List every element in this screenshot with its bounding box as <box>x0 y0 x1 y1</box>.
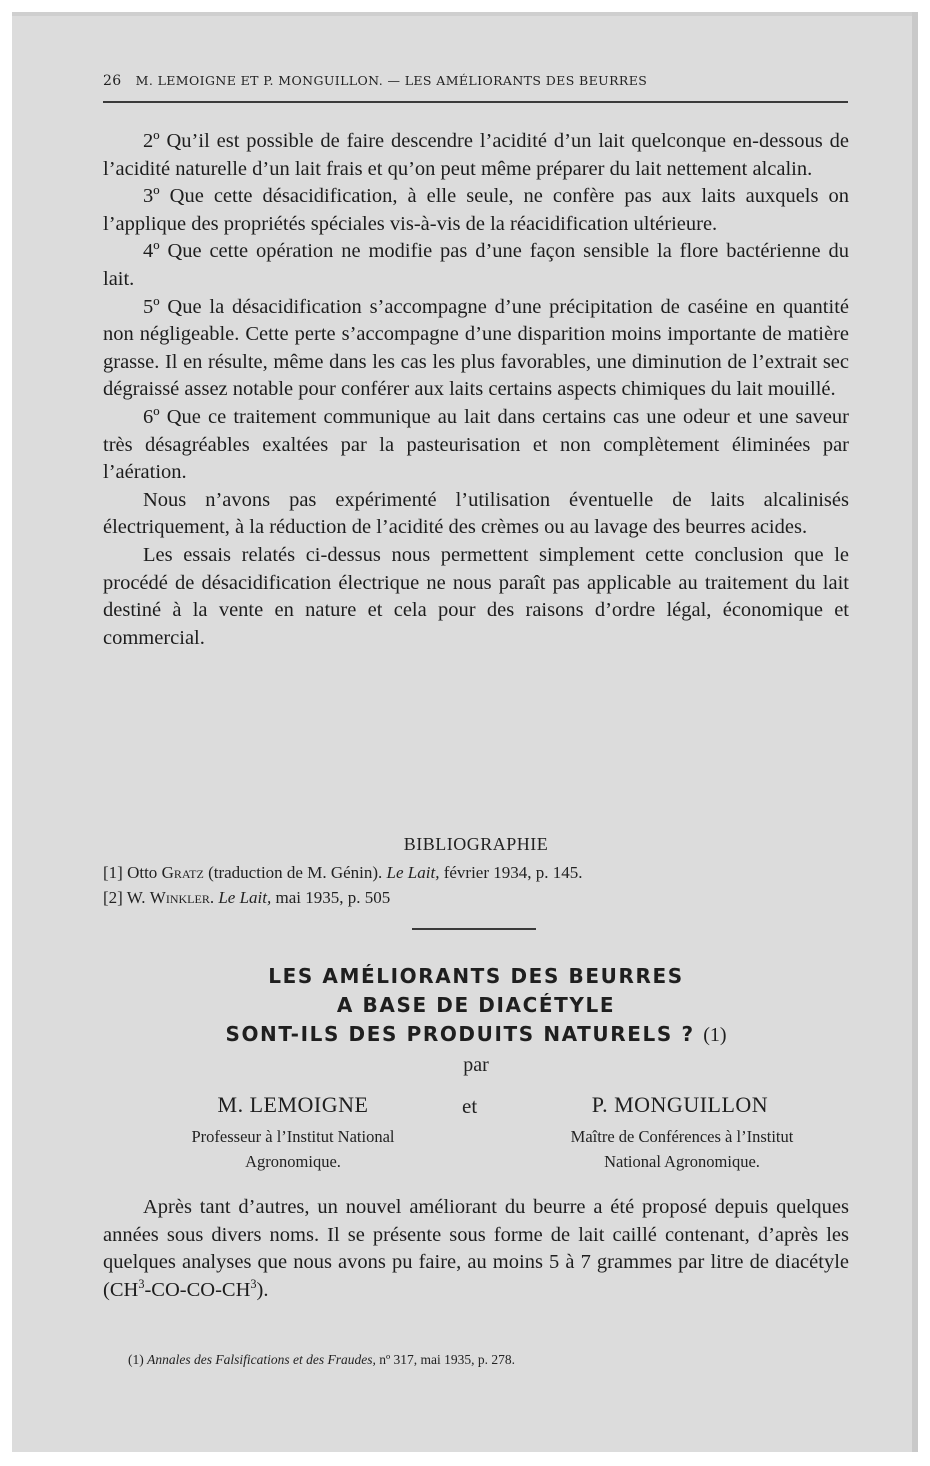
entry-author-last: Gratz <box>161 863 204 882</box>
affiliation-line: National Agronomique. <box>604 1152 760 1171</box>
bibliography-entry <box>103 860 849 885</box>
author-1-name: M. LEMOIGNE <box>217 1092 369 1117</box>
affiliation-line: Professeur à l’Institut National <box>191 1127 395 1146</box>
conclusions-text <box>103 128 849 652</box>
entry-author-last: Winkler. <box>149 888 215 907</box>
entry-translator: (traduction de M. Génin). <box>208 863 383 882</box>
footnote-details: nº 317, mai 1935, p. 278. <box>379 1352 516 1367</box>
footnote-number: (1) <box>128 1352 144 1367</box>
paragraph-conclusion: Les essais relatés ci-dessus nous permettent simplement cette conclusion que le procédé de désacidification électrique ne nous paraît pas applicable au traitement du lait destiné à la vente en nature et cela pour des raisons d’ordre légal, économique et commercial. <box>103 543 849 649</box>
entry-author-first: W. <box>126 888 146 907</box>
author-1-affiliation <box>103 1124 483 1174</box>
affiliation-line: Agronomique. <box>245 1152 341 1171</box>
header-rule <box>103 101 848 103</box>
by-label: par <box>463 1054 489 1076</box>
paragraph-4: 4º Que cette opération ne modifie pas d’une façon sensible la flore bactérienne du lait. <box>103 240 849 290</box>
title-footnote-ref: (1) <box>703 1024 727 1046</box>
paragraph-6: 6º Que ce traitement communique au lait dans certains cas une odeur et une saveur très désagréables exaltées par la pasteurisation et non complètement éliminées par l’aération. <box>103 405 849 484</box>
page-number: 26 <box>103 73 122 89</box>
title-line: LES AMÉLIORANTS DES BEURRES <box>268 964 684 988</box>
paragraph-5: 5º Que la désacidification s’accompagne d’une précipitation de caséine en quantité non négligeable. Cette perte s’accompagne d’une disparition moins importante de matière grasse. Il en résulte, même dans les cas les plus favorables, une diminution de l’extrait sec dégraissé assez notable pour conférer aux laits certains aspects chimiques du lait mouillé. <box>103 295 849 401</box>
footnote <box>128 1352 848 1368</box>
intro-text <box>103 1194 849 1304</box>
chemical-formula: $(CH^3-CO-CO-CH^3)$. <box>103 1276 269 1301</box>
running-header <box>103 73 848 89</box>
paragraph-nous: Nous n’avons pas expérimenté l’utilisation éventuelle de laits alcalinisés électriquement, à la réduction de l’acidité des crèmes ou au lavage des beurres acides. <box>103 488 849 539</box>
title-line: A BASE DE DIACÉTYLE <box>336 993 616 1017</box>
intro-paragraph <box>103 1194 849 1304</box>
entry-number: [1] <box>103 863 123 882</box>
bibliography-list <box>103 860 849 910</box>
intro-sentence: Après tant d’autres, un nouvel améliorant du beurre a été proposé depuis quelques années sous divers noms. Il se présente sous forme de lait caillé contenant, d’après les quelques analyses que nous avons pu faire, au moins 5 à 7 grammes par litre de diacétyle <box>103 1196 849 1274</box>
bibliography-title: BIBLIOGRAPHIE <box>403 834 549 854</box>
entry-number: [2] <box>103 888 123 907</box>
entry-journal: Le Lait, <box>218 888 272 907</box>
bibliography-entry <box>103 885 849 910</box>
entry-author-first: Otto <box>127 863 158 882</box>
entry-journal: Le Lait, <box>386 863 440 882</box>
title-line: SONT-ILS DES PRODUITS NATURELS ? <box>225 1022 695 1046</box>
article-title <box>103 962 849 1050</box>
author-2-affiliation <box>482 1124 882 1174</box>
author-2-name: P. MONGUILLON <box>591 1092 769 1117</box>
entry-details: février 1934, p. 145. <box>443 863 583 882</box>
footnote-source: Annales des Falsifications et des Fraudes, <box>147 1352 376 1367</box>
section-separator <box>412 928 536 930</box>
affiliation-line: Maître de Conférences à l’Institut <box>570 1127 794 1146</box>
paragraph-3: 3º Que cette désacidification, à elle seule, ne confère pas aux laits auxquels on l’applique des propriétés spéciales vis-à-vis de la réacidification ultérieure. <box>103 185 849 235</box>
entry-details: mai 1935, p. 505 <box>275 888 391 907</box>
author-conjunction: et <box>462 1094 478 1118</box>
running-title: M. LEMOIGNE ET P. MONGUILLON. — LES AMÉLIORANTS DES BEURRES <box>135 73 648 88</box>
paragraph-2: 2º Qu’il est possible de faire descendre l’acidité d’un lait quelconque en-dessous de l’acidité naturelle d’un lait frais et qu’on peut même préparer du lait nettement alcalin. <box>103 130 849 180</box>
